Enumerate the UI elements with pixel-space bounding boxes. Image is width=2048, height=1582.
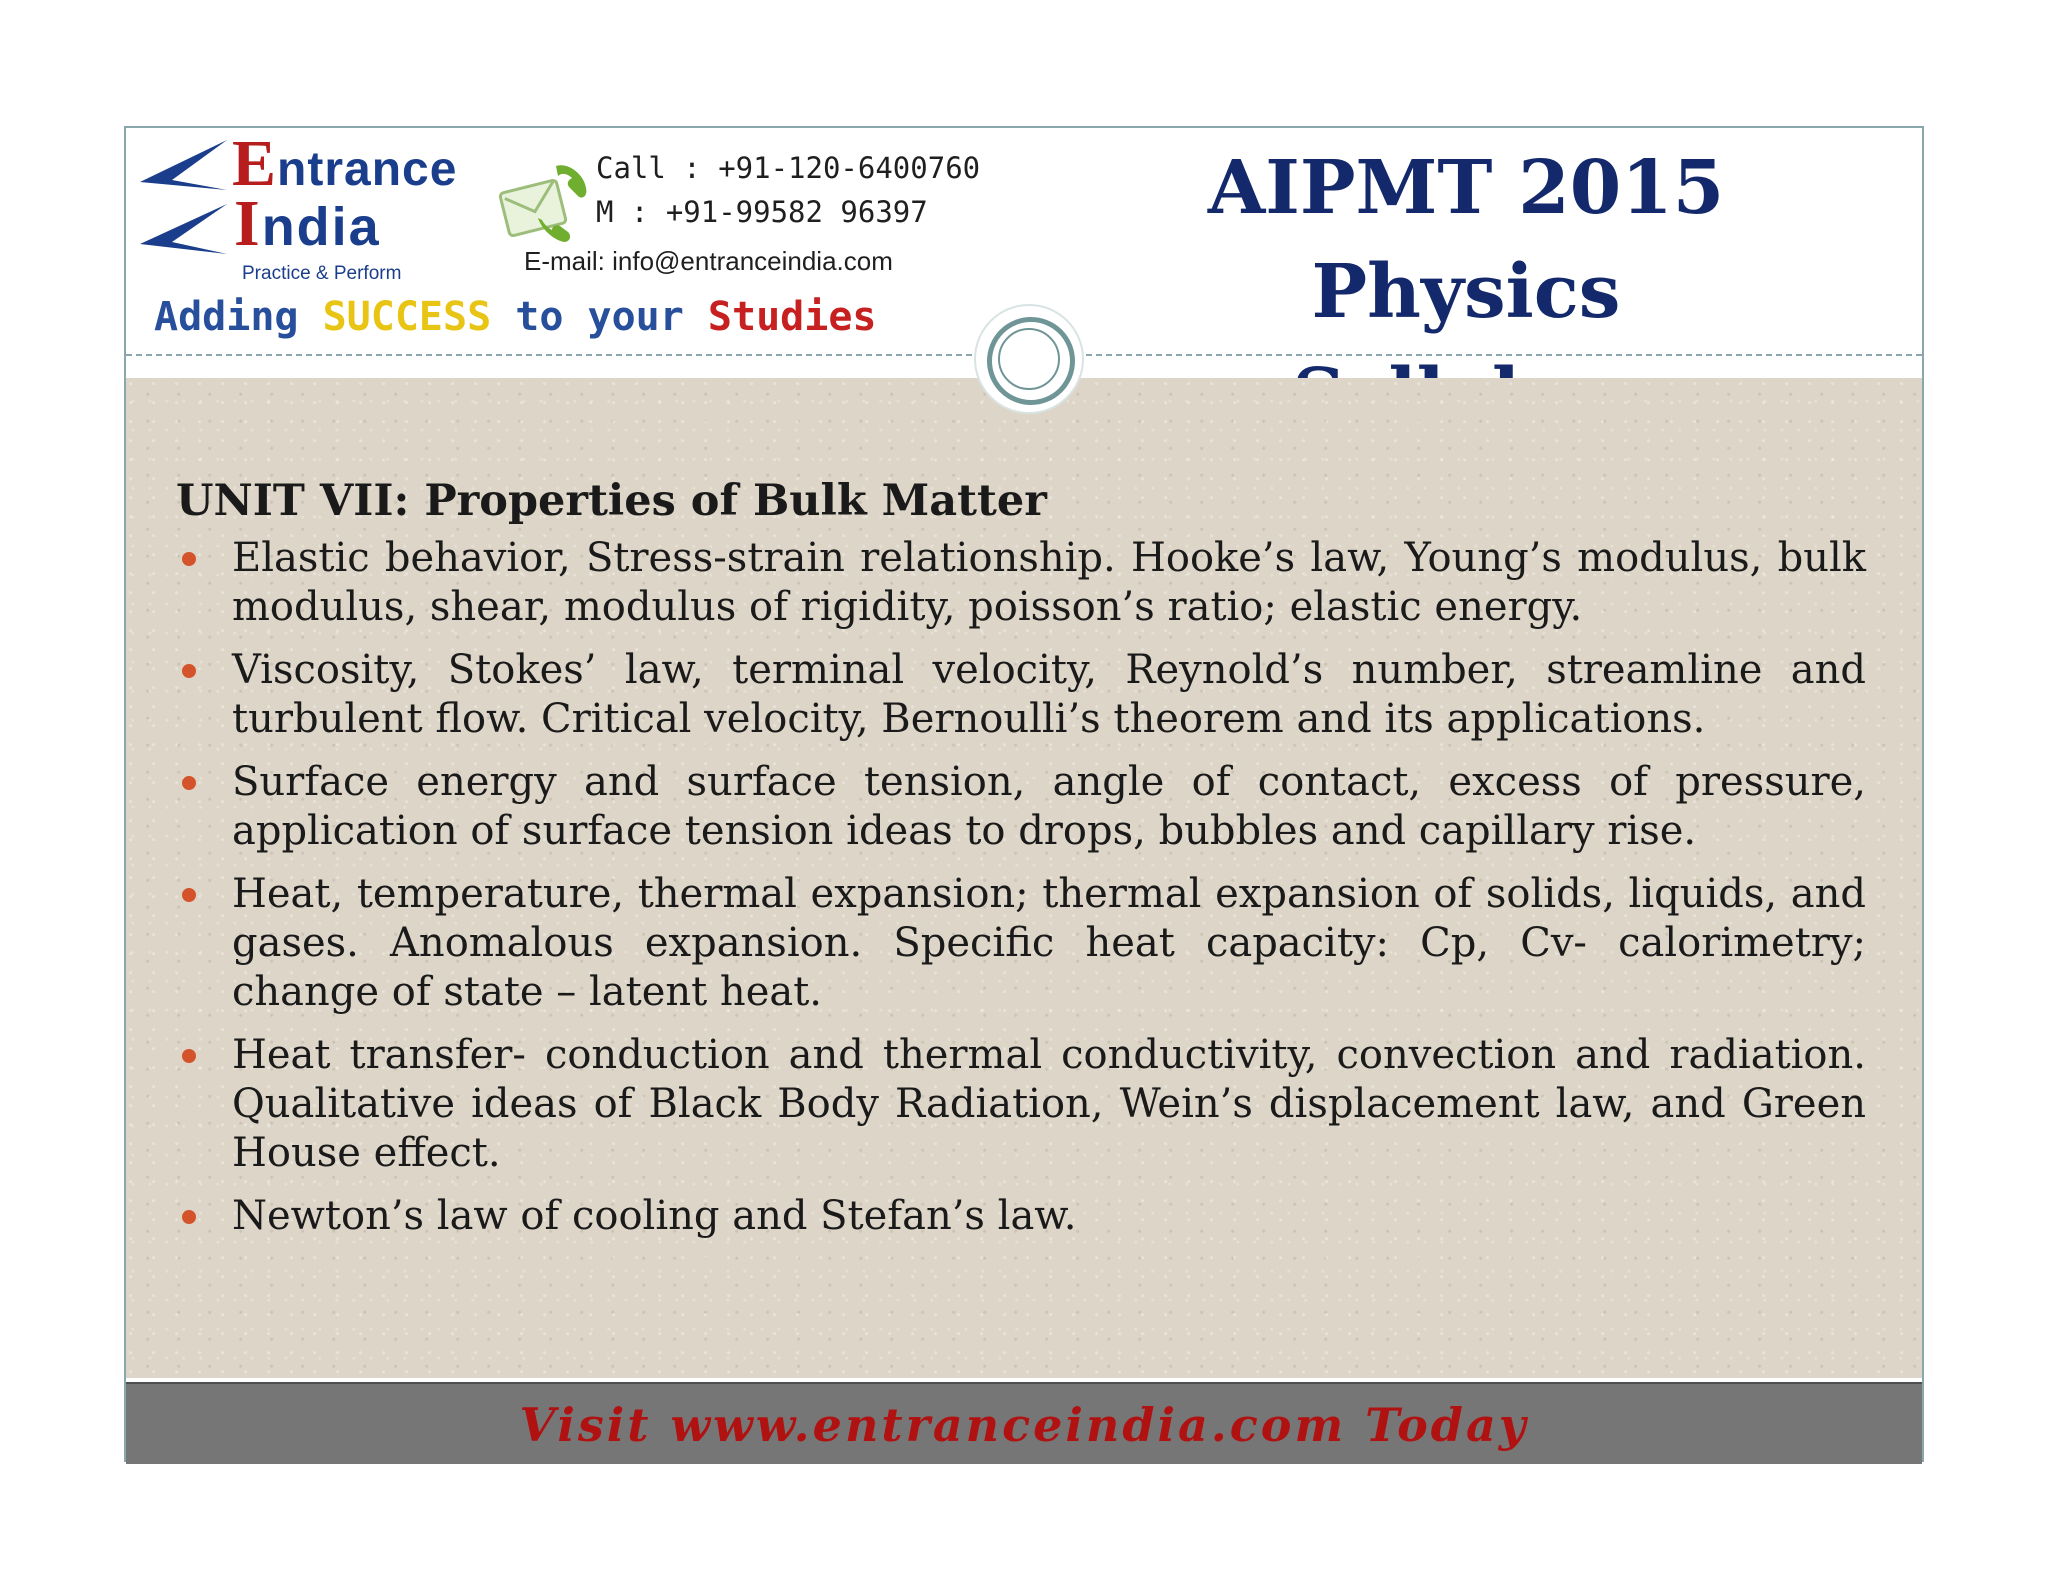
footer-banner	[126, 1382, 1922, 1464]
email-address: E-mail: info@entranceindia.com	[524, 246, 893, 276]
logo-tagline: Practice & Perform	[242, 263, 402, 284]
topic-list	[176, 534, 1866, 1241]
slide	[124, 126, 1924, 1462]
contact-info	[596, 146, 980, 234]
circle-ornament-icon	[976, 306, 1082, 412]
list-item: Surface energy and surface tension, angle of contact, excess of pressure, application of surface tension ideas to drops, bubbles and capillary rise.	[176, 758, 1866, 856]
footer-link-text[interactable]: Visit www.entranceindia.com Today	[519, 1398, 1529, 1452]
list-item: Viscosity, Stokes’ law, terminal velocity, Reynold’s number, streamline and turbulent flow. Critical velocity, Bernoulli’s theorem and its applications.	[176, 646, 1866, 744]
bullet-icon	[182, 1210, 196, 1224]
entrance-india-logo	[132, 127, 492, 292]
logo-entrance-text: Entrance	[232, 127, 458, 200]
slogan: Adding SUCCESS to your Studies	[154, 294, 877, 340]
unit-heading: UNIT VII: Properties of Bulk Matter	[176, 476, 1047, 526]
logo-india-text: India	[234, 187, 381, 260]
list-item: Elastic behavior, Stress-strain relationship. Hooke’s law, Young’s modulus, bulk modulus, shear, modulus of rigidity, poisson’s ratio; elastic energy.	[176, 534, 1866, 632]
call-number: Call : +91-120-6400760	[596, 151, 981, 185]
phone-email-icon	[498, 156, 594, 252]
list-item: Newton’s law of cooling and Stefan’s law.	[176, 1192, 1866, 1241]
list-item: Heat, temperature, thermal expansion; thermal expansion of solids, liquids, and gases. Anomalous expansion. Specific heat capacity: Cp, Cv- calorimetry; change of state – latent heat.	[176, 870, 1866, 1017]
list-item: Heat transfer- conduction and thermal conductivity, convection and radiation. Qualitative ideas of Black Body Radiation, Wein’s displacement law, and Green House effect.	[176, 1031, 1866, 1178]
title-line-1: AIPMT 2015 Physics	[1207, 145, 1725, 335]
bullet-icon	[182, 1049, 196, 1063]
bullet-icon	[182, 664, 196, 678]
bullet-icon	[182, 888, 196, 902]
mobile-number: M : +91-99582 96397	[596, 195, 928, 229]
syllabus-content	[176, 476, 1866, 1255]
logo-chevron-icon	[132, 132, 242, 282]
bullet-icon	[182, 776, 196, 790]
bullet-icon	[182, 552, 196, 566]
